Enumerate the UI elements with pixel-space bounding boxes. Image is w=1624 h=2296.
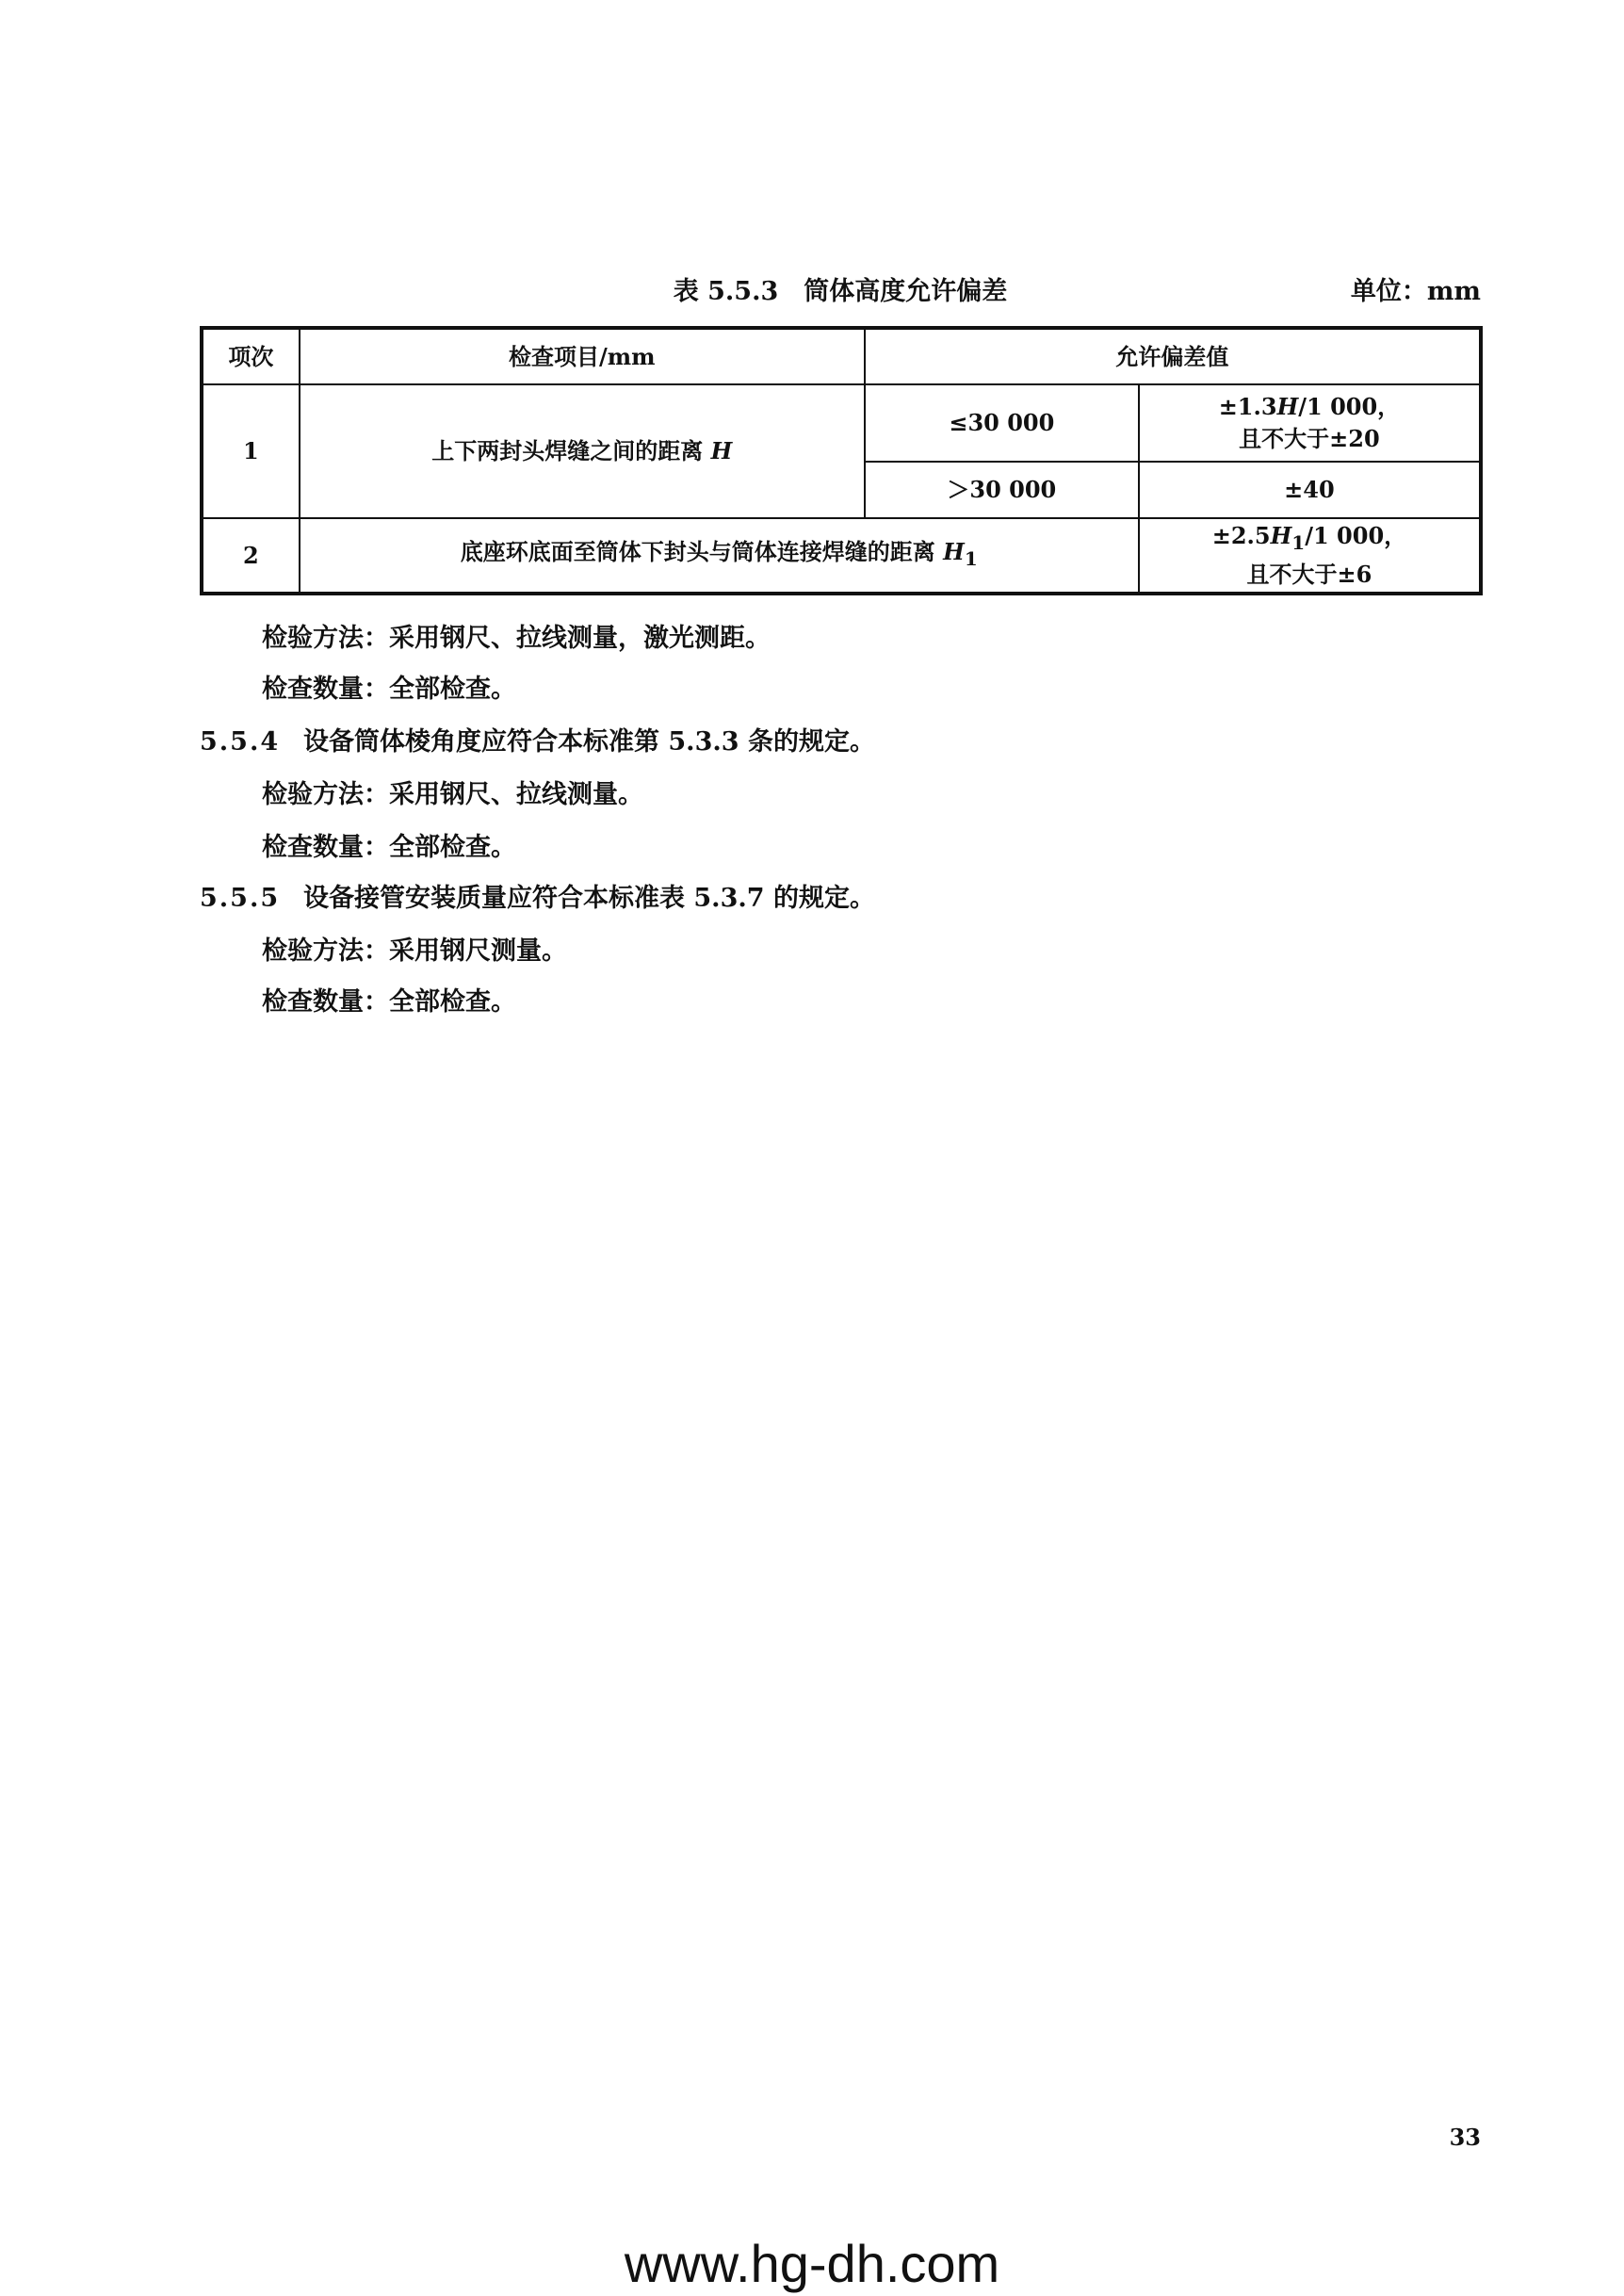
page-number: 33 — [1449, 2124, 1481, 2151]
clause-5-5-5 — [200, 880, 875, 918]
row1-value-a-symbol: H — [1276, 393, 1299, 420]
inspection-method-2: 检验方法：采用钢尺、拉线测量。 — [262, 780, 643, 809]
row2-value-suffix: /1 000， — [1305, 522, 1407, 550]
row1-item-text: 上下两封头焊缝之间的距离 — [431, 437, 704, 464]
row2-item-subscript: 1 — [964, 546, 978, 570]
table-unit: 单位：mm — [1350, 277, 1481, 306]
row1-value-a-suffix: /1 000， — [1298, 393, 1401, 420]
row1-value-a-line1 — [1140, 391, 1479, 423]
inspection-quantity-1: 检查数量：全部检查。 — [262, 675, 516, 704]
row2-value-subscript: 1 — [1291, 530, 1306, 554]
table-caption-row — [200, 271, 1481, 313]
row2-item-symbol: H — [943, 538, 965, 566]
row1-cond-b: ＞30 000 — [865, 462, 1139, 518]
row2-value — [1139, 518, 1481, 594]
clause-5-5-5-number: 5.5.5 — [200, 884, 281, 913]
table-row — [202, 518, 1481, 594]
footer-website: www.hg-dh.com — [624, 2234, 1000, 2293]
row1-no: 1 — [202, 384, 300, 518]
clause-5-5-4 — [200, 724, 875, 761]
row1-item — [300, 384, 865, 518]
row2-item-text: 底座环底面至筒体下封头与筒体连接焊缝的距离 — [460, 538, 935, 566]
table-row — [202, 384, 1481, 462]
row2-value-prefix: ±2.5 — [1211, 522, 1271, 550]
clause-5-5-4-text: 设备筒体棱角度应符合本标准第 5.3.3 条的规定。 — [303, 727, 875, 757]
row2-value-line1 — [1140, 520, 1479, 559]
row1-cond-a: ≤30 000 — [865, 384, 1139, 462]
tolerance-table — [200, 326, 1483, 595]
header-tolerance: 允许偏差值 — [865, 328, 1481, 384]
inspection-method-3: 检验方法：采用钢尺测量。 — [262, 936, 567, 966]
row2-item — [300, 518, 1139, 594]
inspection-quantity-3: 检查数量：全部检查。 — [262, 987, 516, 1017]
clause-5-5-5-text: 设备接管安装质量应符合本标准表 5.3.7 的规定。 — [303, 884, 875, 913]
inspection-method-1: 检验方法：采用钢尺、拉线测量，激光测距。 — [262, 624, 771, 653]
row1-value-b: ±40 — [1139, 462, 1481, 518]
row1-item-symbol: H — [710, 437, 733, 464]
table-caption: 表 5.5.3 筒体高度允许偏差 — [673, 277, 1008, 306]
inspection-quantity-2: 检查数量：全部检查。 — [262, 833, 516, 862]
row2-value-symbol: H — [1270, 522, 1292, 550]
row2-no: 2 — [202, 518, 300, 594]
table-header-row — [202, 328, 1481, 384]
row1-value-a — [1139, 384, 1481, 462]
row1-value-a-line2: 且不大于±20 — [1239, 425, 1380, 452]
clause-5-5-4-number: 5.5.4 — [200, 727, 281, 757]
header-check-item: 检查项目/mm — [300, 328, 865, 384]
header-item-no: 项次 — [202, 328, 300, 384]
row2-value-line2: 且不大于±6 — [1246, 560, 1372, 588]
row1-value-a-prefix: ±1.3 — [1218, 393, 1277, 420]
